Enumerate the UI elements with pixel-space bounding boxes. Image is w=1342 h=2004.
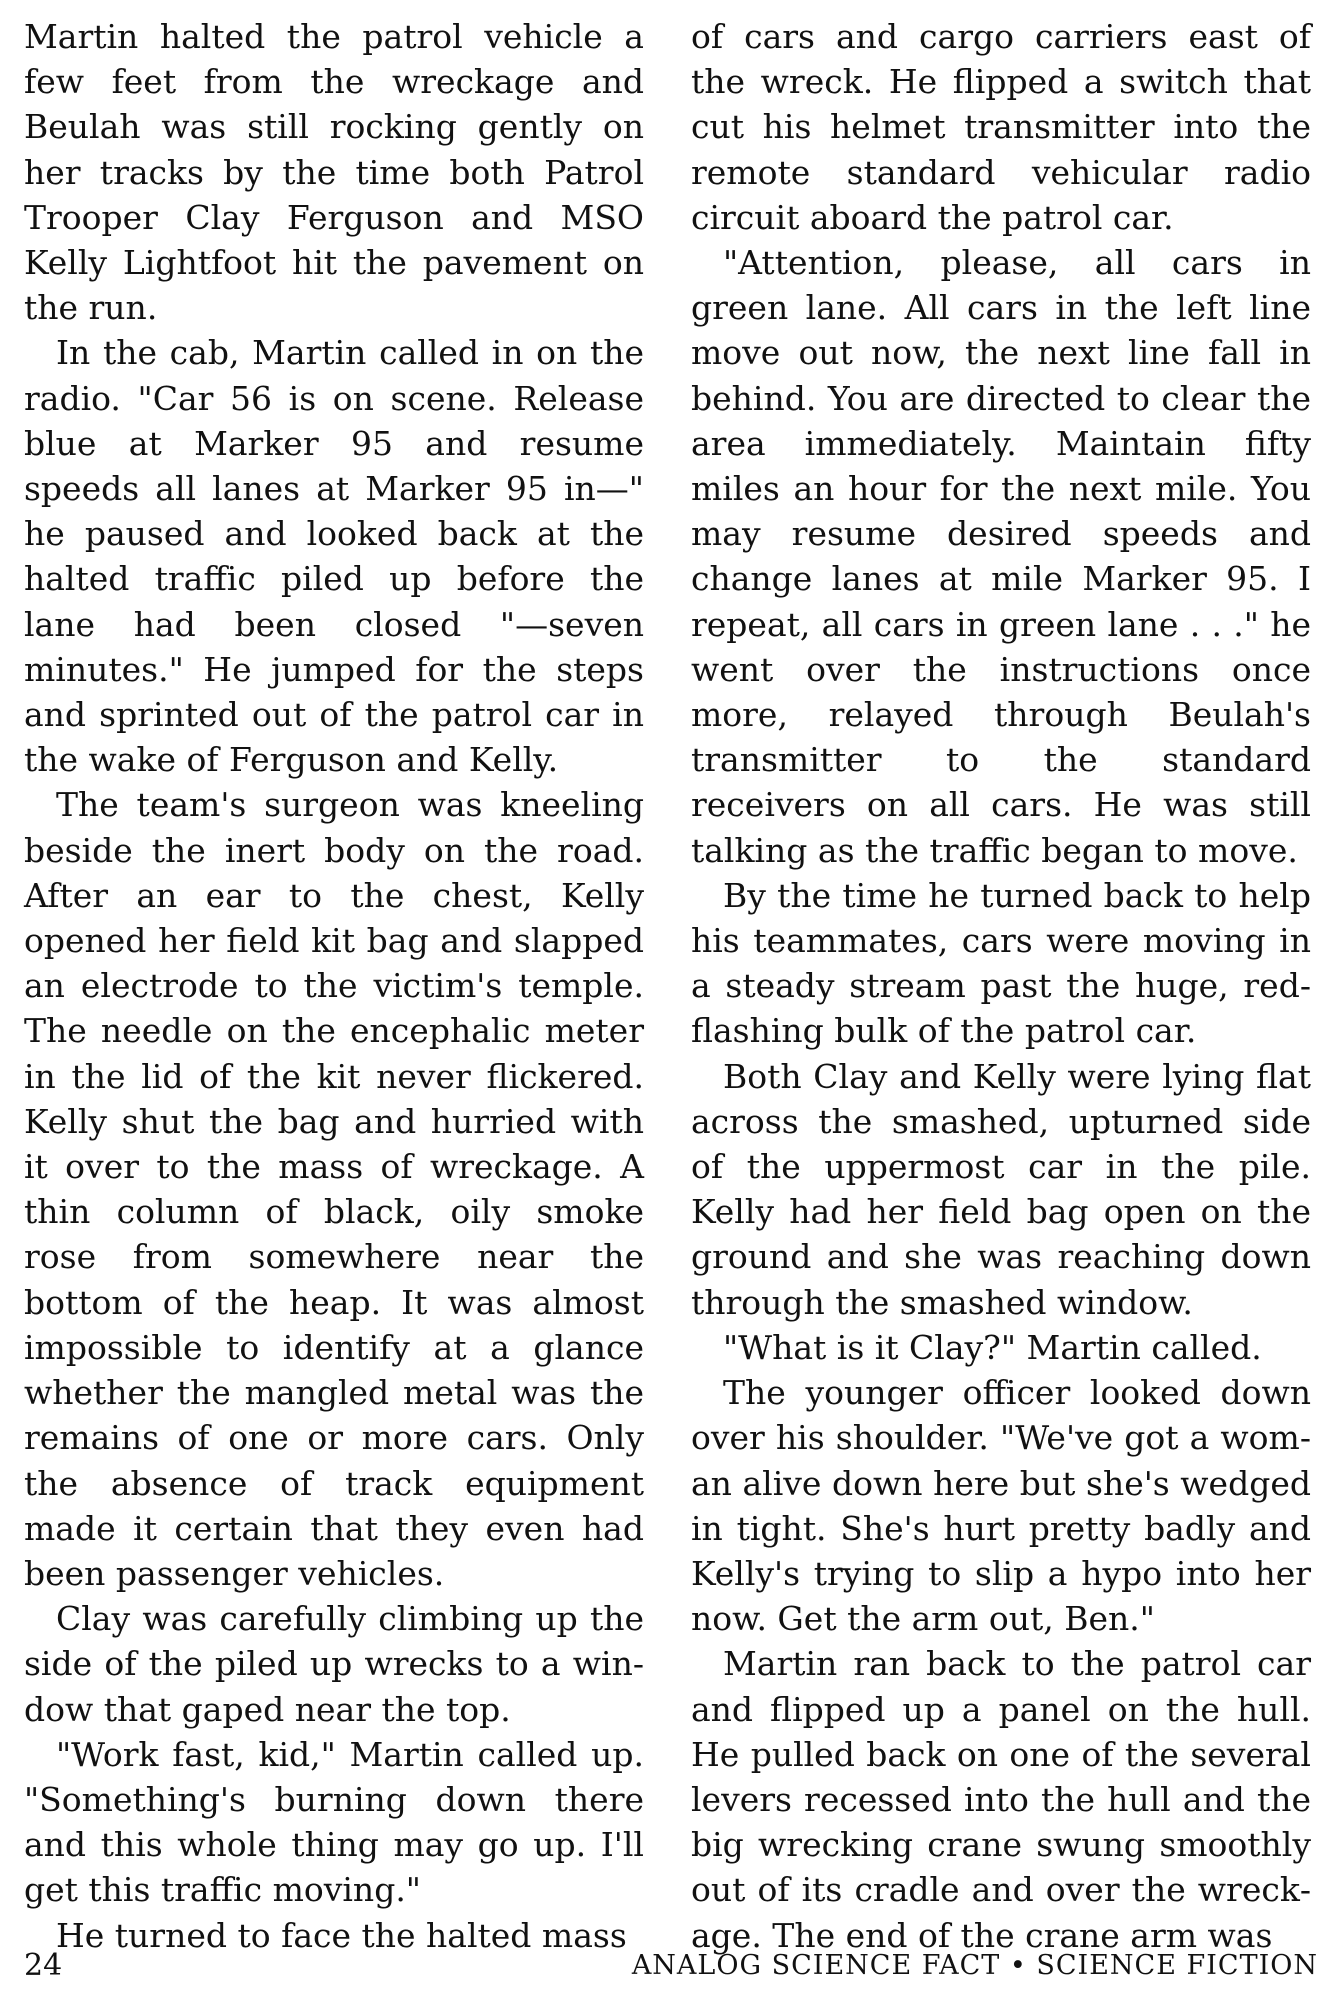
page-number: 24	[24, 1948, 63, 1983]
paragraph: By the time he turned back to help his teammates, cars were moving in a steady stream past the huge, redflashing bulk of the patrol car.	[691, 875, 1311, 1051]
paragraph: "What is it Clay?" Martin called.	[723, 1327, 1262, 1367]
paragraph: Both Clay and Kelly were lying flat across the smashed, upturned side of the uppermost car in the pile. Kelly had her field bag open on the ground and she was reaching down through the smashed window.	[691, 1056, 1311, 1322]
paragraph: Martin ran back to the patrol car and flipped up a panel on the hull. He pulled back on one of the several levers recessed into the hull and the big wrecking crane swung smoothly out of its cradle and over the wreckage. The end of the crane arm was	[691, 1644, 1311, 1955]
paragraph: Martin halted the patrol vehicle a few feet from the wreckage and Beulah was still rocking gently on her tracks by the time both Patrol Trooper Clay Ferguson and MSO Kelly Lightfoot hit the pavement on the run.	[24, 17, 644, 328]
left-column	[24, 14, 644, 1958]
paragraph: "Work fast, kid," Martin called up. "Something's burning down there and this whole thing may go up. I'll get this traffic moving."	[24, 1734, 644, 1910]
paragraph: of cars and cargo carriers east of the wreck. He flipped a switch that cut his helmet transmitter into the remote standard vehicular radio circuit aboard the patrol car.	[691, 17, 1311, 237]
running-title: ANALOG SCIENCE FACT • SCIENCE FICTION	[631, 1950, 1318, 1981]
paragraph: The team's surgeon was kneeling beside the inert body on the road. After an ear to the chest, Kelly opened her field kit bag and slapped an electrode to the victim's temple. The needle on the encephalic meter in the lid of the kit never flickered. Kelly shut the bag and hurried with it over to the mass of wreckage. A thin column of black, oily smoke rose from somewhere near the bottom of the heap. It was almost impossible to identify at a glance whether the mangled metal was the remains of one or more cars. Only the absence of track equipment made it certain that they even had been passenger vehicles.	[24, 785, 644, 1593]
right-column	[691, 14, 1311, 1958]
page-footer	[24, 1948, 1318, 1988]
paragraph: He turned to face the halted mass	[56, 1915, 627, 1955]
paragraph: "Attention, please, all cars in green lane. All cars in the left line move out now, the next line fall in behind. You are directed to clear the area immediately. Maintain fifty miles an hour for the next mile. You may resume desired speeds and change lanes at mile Marker 95. I repeat, all cars in green lane . . ." he went over the instructions once more, relayed through Beulah's transmitter to the standard receivers on all cars. He was still talking as the traffic began to move.	[691, 243, 1311, 870]
paragraph: The younger officer looked down over his shoulder. "We've got a woman alive down here but she's wedged in tight. She's hurt pretty badly and Kelly's trying to slip a hypo into her now. Get the arm out, Ben."	[691, 1373, 1311, 1639]
paragraph: In the cab, Martin called in on the radio. "Car 56 is on scene. Release blue at Marker 95 and resume speeds all lanes at Marker 95 in—" he paused and looked back at the halted traffic piled up before the lane had been closed "—seven minutes." He jumped for the steps and sprinted out of the patrol car in the wake of Ferguson and Kelly.	[24, 333, 644, 780]
paragraph: Clay was carefully climbing up the side of the piled up wrecks to a window that gaped near the top.	[24, 1599, 644, 1729]
